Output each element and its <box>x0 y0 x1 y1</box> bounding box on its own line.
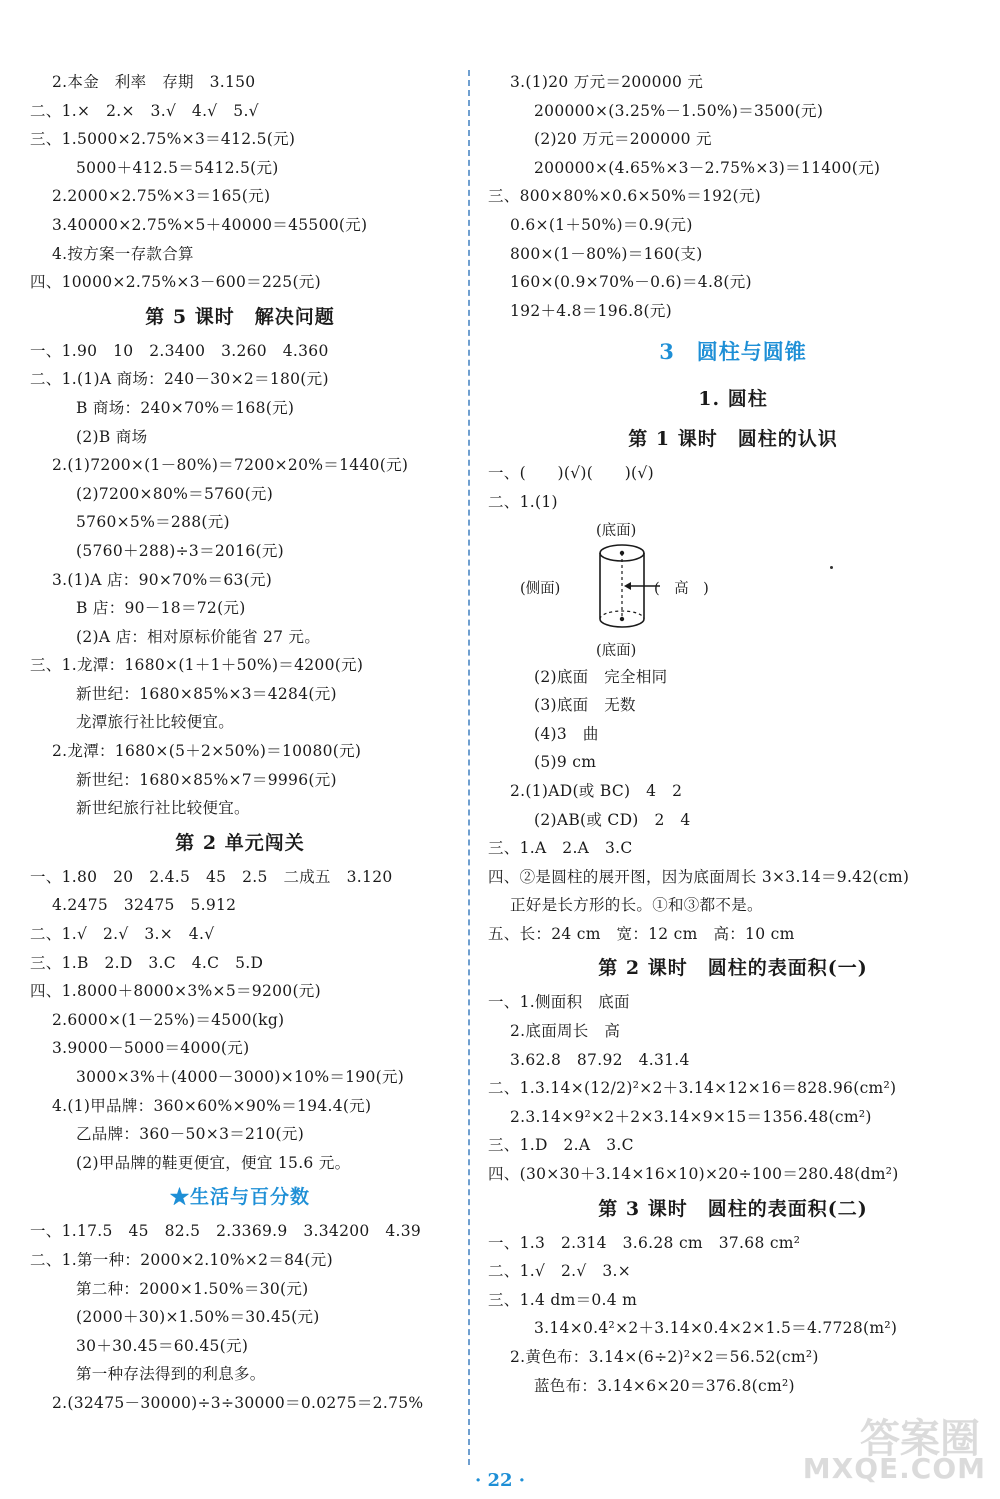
answer-line: 三、800×80%×0.6×50%＝192(元) <box>488 187 761 206</box>
answer-line: 一、1.80 20 2.4.5 45 2.5 二成五 3.120 <box>30 867 393 886</box>
answer-line: 3000×3%＋(4000－3000)×10%＝190(元) <box>76 1068 405 1086</box>
answer-line: (2)7200×80%＝5760(元) <box>76 484 274 503</box>
watermark-cn: 答案圈 <box>860 1415 980 1462</box>
cylinder-icon <box>592 539 662 639</box>
answer-line: (4)3 曲 <box>534 724 599 743</box>
answer-line: 二、1.× 2.× 3.√ 4.√ 5.√ <box>30 101 259 120</box>
answer-line: 三、1.龙潭：1680×(1＋1＋50%)＝4200(元) <box>30 656 364 675</box>
answer-line: 2.底面周长 高 <box>510 1022 621 1041</box>
answer-line: 2.龙潭：1680×(5＋2×50%)＝10080(元) <box>52 742 362 761</box>
answer-line: 四、1.8000＋8000×3%×5＝9200(元) <box>30 982 321 1001</box>
answer-line: 2.黄色布：3.14×(6÷2)²×2＝56.52(cm²) <box>510 1348 819 1366</box>
lateral-surface-label: (侧面) <box>520 580 561 597</box>
answer-line: 二、1.3.14×(12/2)²×2＋3.14×12×16＝828.96(cm²) <box>488 1079 897 1098</box>
section-heading: 1. 圆柱 <box>698 388 768 411</box>
answer-line: 200000×(4.65%×3－2.75%×3)＝11400(元) <box>534 158 881 177</box>
answer-line: 5000＋412.5＝5412.5(元) <box>76 158 279 177</box>
answer-line: (2)B 商场 <box>76 427 148 446</box>
answer-line: 2.本金 利率 存期 3.150 <box>52 73 256 91</box>
answer-line: 3.62.8 87.92 4.31.4 <box>510 1050 690 1069</box>
answer-line: 四、②是圆柱的展开图，因为底面周长 3×3.14＝9.42(cm) <box>488 867 910 886</box>
watermark-url: MXQE.COM <box>802 1452 986 1485</box>
answer-line: 2.(1)AD(或 BC) 4 2 <box>510 781 683 800</box>
answer-line: 蓝色布：3.14×6×20＝376.8(cm²) <box>534 1376 795 1395</box>
answer-line: 0.6×(1＋50%)＝0.9(元) <box>510 215 693 234</box>
answer-line: (2)20 万元＝200000 元 <box>534 130 712 149</box>
answer-line: 四、(30×30＋3.14×16×10)×20÷100＝280.48(dm²) <box>488 1165 899 1184</box>
left-column <box>30 68 450 1418</box>
answer-line: 2.(1)7200×(1－80%)＝7200×20%＝1440(元) <box>52 456 409 475</box>
answer-line: 二、1.第一种：2000×2.10%×2＝84(元) <box>30 1250 333 1269</box>
answer-line: 3.(1)A 店：90×70%＝63(元) <box>52 570 273 589</box>
answer-line: 乙品牌：360－50×3＝210(元) <box>76 1125 305 1144</box>
answer-line: 一、1.90 10 2.3400 3.260 4.360 <box>30 341 329 360</box>
answer-line: (2000＋30)×1.50%＝30.45(元) <box>76 1308 320 1327</box>
answer-line: 新世纪：1680×85%×7＝9996(元) <box>76 770 337 789</box>
answer-line: 3.14×0.4²×2＋3.14×0.4×2×1.5＝4.7728(m²) <box>534 1319 898 1338</box>
answer-line: 800×(1－80%)＝160(支) <box>510 244 703 263</box>
answer-line: 一、( )(√)( )(√) <box>488 464 654 483</box>
column-divider <box>468 70 470 1465</box>
section-heading: 第 2 单元闯关 <box>175 831 305 854</box>
answer-line: 第二种：2000×1.50%＝30(元) <box>76 1279 309 1298</box>
answer-line: 160×(0.9×70%－0.6)＝4.8(元) <box>510 273 752 292</box>
watermark-logo <box>802 1407 986 1485</box>
top-base-label: (底面) <box>596 522 637 539</box>
answer-line: B 店：90－18＝72(元) <box>76 599 246 618</box>
answer-line: 五、长：24 cm 宽：12 cm 高：10 cm <box>488 924 795 943</box>
answer-line: 龙潭旅行社比较便宜。 <box>76 713 235 732</box>
answer-line: 200000×(3.25%－1.50%)＝3500(元) <box>534 101 824 120</box>
cylinder-figure <box>488 517 978 663</box>
section-heading: ★生活与百分数 <box>169 1186 310 1209</box>
answer-line: (2)AB(或 CD) 2 4 <box>534 810 691 829</box>
answer-line: 一、1.3 2.314 3.6.28 cm 37.68 cm² <box>488 1233 801 1252</box>
answer-line: 正好是长方形的长。①和③都不是。 <box>510 896 763 915</box>
answer-line: 4.按方案一存款合算 <box>52 244 194 263</box>
answer-line: 二、1.√ 2.√ 3.× 4.√ <box>30 925 215 944</box>
answer-line: 3.9000－5000＝4000(元) <box>52 1039 250 1058</box>
answer-line: (2)甲品牌的鞋更便宜，便宜 15.6 元。 <box>76 1153 351 1172</box>
section-heading: 第 5 课时 解决问题 <box>145 305 335 328</box>
answer-line: 新世纪：1680×85%×3＝4284(元) <box>76 684 337 703</box>
answer-line: 2.2000×2.75%×3＝165(元) <box>52 187 271 206</box>
answer-line: 2.6000×(1－25%)＝4500(kg) <box>52 1010 285 1029</box>
answer-line: 三、1.A 2.A 3.C <box>488 839 633 858</box>
answer-line: 2.3.14×9²×2＋2×3.14×9×15＝1356.48(cm²) <box>510 1107 872 1126</box>
answer-line: (2)A 店：相对原标价能省 27 元。 <box>76 627 321 646</box>
answer-line: 二、1.(1) <box>488 492 558 511</box>
answer-line: (2)底面 完全相同 <box>534 667 668 686</box>
bottom-base-label: (底面) <box>596 642 637 659</box>
answer-line: (5)9 cm <box>534 753 597 772</box>
answer-line: 第一种存法得到的利息多。 <box>76 1365 266 1384</box>
section-heading: 第 2 课时 圆柱的表面积(一) <box>598 957 868 980</box>
answer-line: 一、1.侧面积 底面 <box>488 993 630 1012</box>
answer-line: 192＋4.8＝196.8(元) <box>510 301 673 320</box>
answer-line: (5760＋288)÷3＝2016(元) <box>76 541 285 560</box>
answer-line: 2.(32475－30000)÷3÷30000＝0.0275＝2.75% <box>52 1393 424 1412</box>
right-column <box>488 68 978 1400</box>
answer-line: 30＋30.45＝60.45(元) <box>76 1336 249 1355</box>
answer-line: 三、1.4 dm＝0.4 m <box>488 1290 638 1309</box>
stray-dot <box>830 566 833 569</box>
answer-line: 三、1.D 2.A 3.C <box>488 1136 634 1155</box>
section-heading: 第 1 课时 圆柱的认识 <box>628 428 838 451</box>
section-heading: 第 3 课时 圆柱的表面积(二) <box>598 1197 868 1220</box>
height-label: ( 高 ) <box>654 580 709 597</box>
answer-line: 三、1.B 2.D 3.C 4.C 5.D <box>30 953 264 972</box>
answer-line: 一、1.17.5 45 82.5 2.3369.9 3.34200 4.39 <box>30 1222 422 1241</box>
answer-line: 四、10000×2.75%×3－600＝225(元) <box>30 273 321 292</box>
answer-line: 4.(1)甲品牌：360×60%×90%＝194.4(元) <box>52 1096 372 1115</box>
answer-line: 二、1.(1)A 商场：240－30×2＝180(元) <box>30 370 329 389</box>
answer-line: 3.(1)20 万元＝200000 元 <box>510 73 704 91</box>
answer-line: 3.40000×2.75%×5＋40000＝45500(元) <box>52 215 368 234</box>
page-number: · 22 · <box>474 1470 526 1491</box>
answer-line: 二、1.√ 2.√ 3.× <box>488 1262 632 1281</box>
answer-line: B 商场：240×70%＝168(元) <box>76 398 295 417</box>
answer-line: (3)底面 无数 <box>534 696 636 715</box>
unit-heading: 3 圆柱与圆锥 <box>659 339 807 365</box>
answer-line: 5760×5%＝288(元) <box>76 513 230 532</box>
answer-line: 三、1.5000×2.75%×3＝412.5(元) <box>30 130 296 149</box>
answer-line: 4.2475 32475 5.912 <box>52 896 237 915</box>
answer-line: 新世纪旅行社比较便宜。 <box>76 799 250 818</box>
